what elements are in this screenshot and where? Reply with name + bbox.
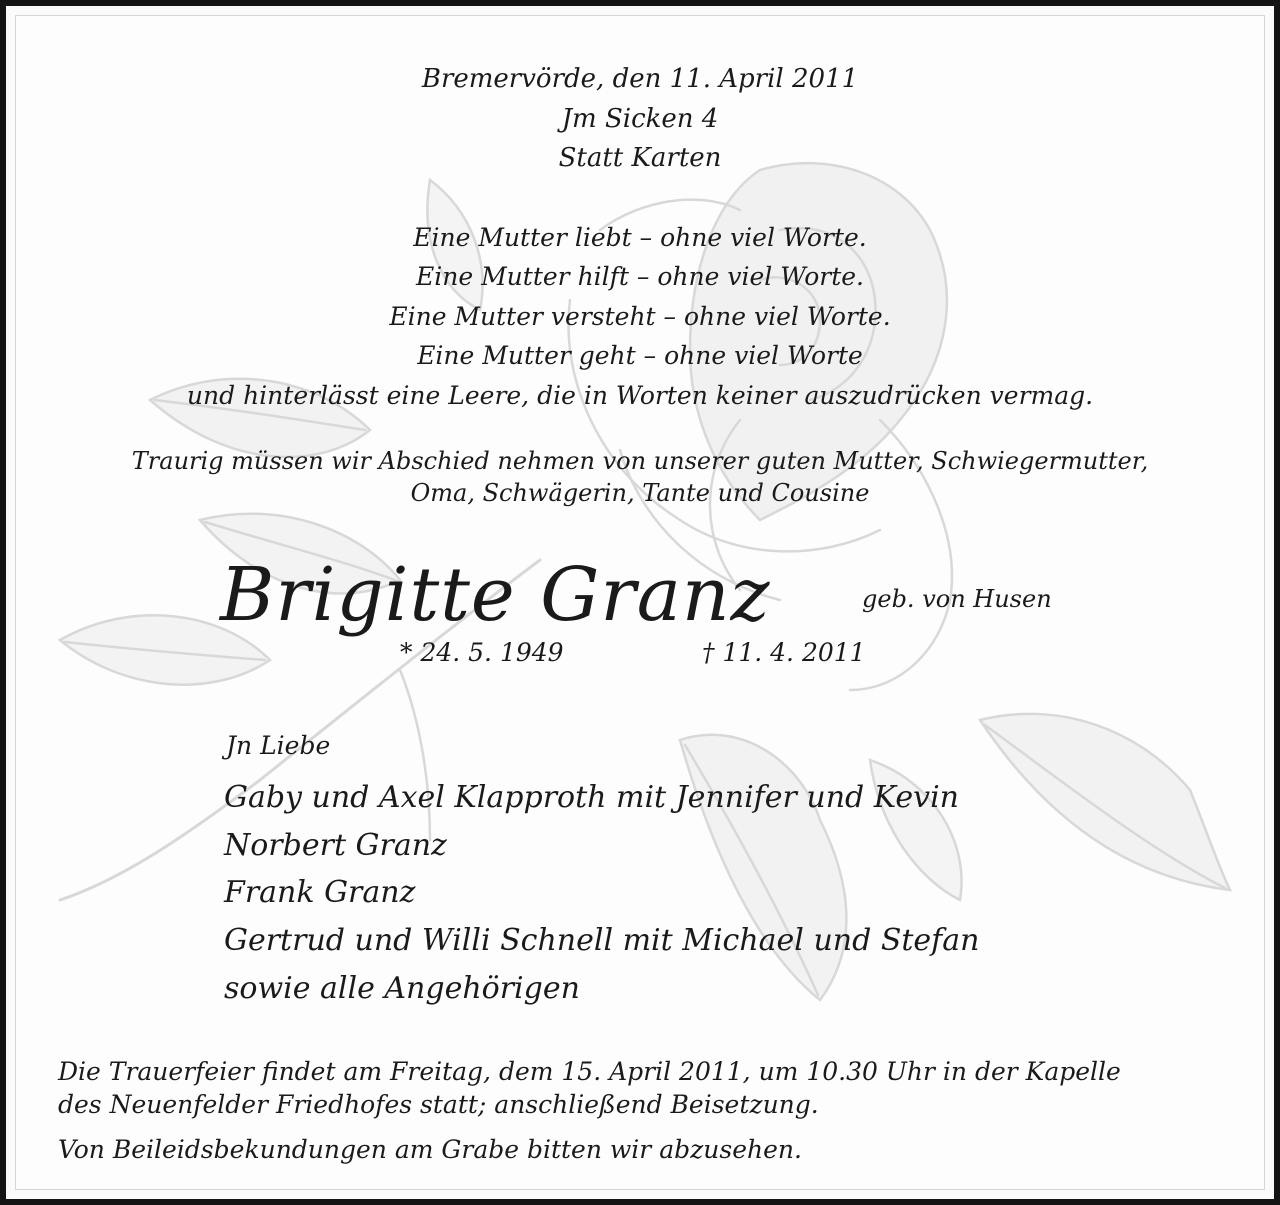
mourner-name: Norbert Granz bbox=[224, 828, 447, 863]
poem-line: Eine Mutter geht – ohne viel Worte bbox=[417, 341, 863, 370]
place-date-line: Bremervörde, den 11. April 2011 bbox=[421, 64, 859, 94]
condolence-note: Von Beileidsbekundungen am Grabe bitten wir abzusehen. bbox=[58, 1135, 802, 1164]
poem-line: und hinterlässt eine Leere, die in Worten keiner auszudrücken vermag. bbox=[186, 381, 1094, 410]
mourner-name: Gaby und Axel Klapproth mit Jennifer und Kevin bbox=[224, 780, 959, 815]
funeral-info-line: Die Trauerfeier findet am Freitag, dem 15. April 2011, um 10.30 Uhr in der Kapelle bbox=[58, 1057, 1121, 1086]
intro-line: Oma, Schwägerin, Tante und Cousine bbox=[410, 479, 870, 507]
birth-date: * 24. 5. 1949 bbox=[400, 638, 564, 667]
statt-karten-line: Statt Karten bbox=[558, 143, 722, 173]
poem-line: Eine Mutter liebt – ohne viel Worte. bbox=[413, 223, 867, 252]
mourner-name: Gertrud und Willi Schnell mit Michael und Stefan bbox=[224, 923, 980, 958]
poem-line: Eine Mutter versteht – ohne viel Worte. bbox=[389, 302, 891, 331]
mourner-name: sowie alle Angehörigen bbox=[224, 971, 580, 1006]
mourner-name: Frank Granz bbox=[224, 875, 416, 910]
funeral-info-line: des Neuenfelder Friedhofes statt; anschließend Beisetzung. bbox=[58, 1090, 819, 1119]
address-line: Jm Sicken 4 bbox=[561, 104, 719, 134]
maiden-name: geb. von Husen bbox=[862, 585, 1052, 613]
in-love-label: Jn Liebe bbox=[226, 731, 331, 760]
poem-line: Eine Mutter hilft – ohne viel Worte. bbox=[416, 262, 864, 291]
death-date: † 11. 4. 2011 bbox=[702, 638, 866, 667]
intro-line: Traurig müssen wir Abschied nehmen von unserer guten Mutter, Schwiegermutter, bbox=[131, 447, 1149, 475]
deceased-name: Brigitte Granz bbox=[220, 552, 771, 638]
